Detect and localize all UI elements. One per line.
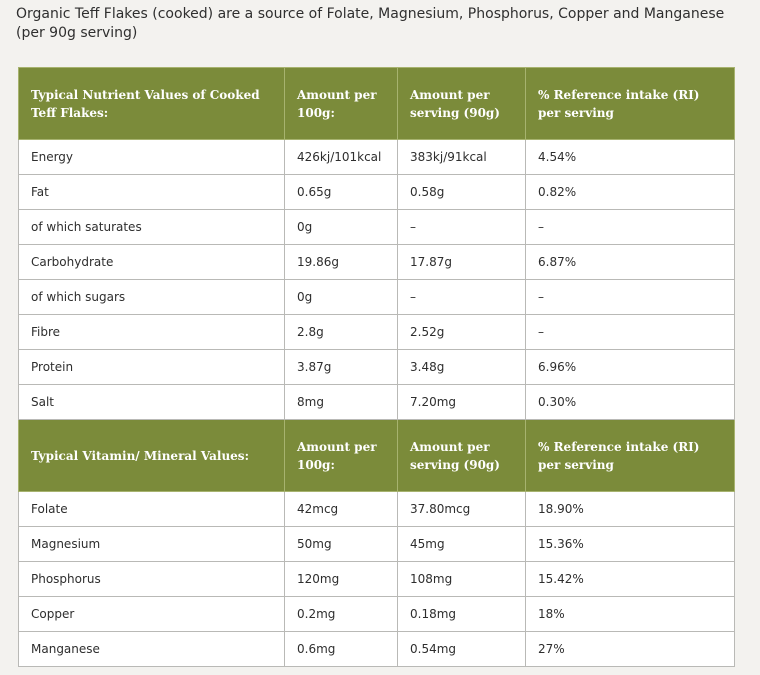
nutrient-header-per100: Amount per 100g: xyxy=(285,68,398,140)
table-row xyxy=(19,632,735,667)
cell-ri: 27% xyxy=(526,632,735,667)
cell-per100: 120mg xyxy=(285,562,398,597)
cell-serving: 7.20mg xyxy=(398,385,526,420)
cell-ri: 18.90% xyxy=(526,492,735,527)
cell-serving: 3.48g xyxy=(398,350,526,385)
cell-per100: 0g xyxy=(285,210,398,245)
cell-serving: 17.87g xyxy=(398,245,526,280)
table-row xyxy=(19,245,735,280)
cell-name: Energy xyxy=(19,140,285,175)
cell-serving: 2.52g xyxy=(398,315,526,350)
intro-line-2: (per 90g serving) xyxy=(16,25,138,41)
table-row xyxy=(19,597,735,632)
cell-per100: 19.86g xyxy=(285,245,398,280)
intro-line-1: Organic Teff Flakes (cooked) are a source of Folate, Magnesium, Phosphorus, Copper and Manganese xyxy=(16,6,725,22)
cell-per100: 50mg xyxy=(285,527,398,562)
cell-name: Magnesium xyxy=(19,527,285,562)
cell-per100: 0.6mg xyxy=(285,632,398,667)
table-row xyxy=(19,492,735,527)
table-row xyxy=(19,175,735,210)
cell-name: of which sugars xyxy=(19,280,285,315)
cell-ri: 4.54% xyxy=(526,140,735,175)
cell-ri: 6.96% xyxy=(526,350,735,385)
table-row xyxy=(19,527,735,562)
cell-name: Carbohydrate xyxy=(19,245,285,280)
cell-ri: 0.82% xyxy=(526,175,735,210)
cell-name: Copper xyxy=(19,597,285,632)
vitamin-header-row xyxy=(19,420,735,492)
cell-per100: 2.8g xyxy=(285,315,398,350)
intro-text xyxy=(16,5,746,43)
table-row xyxy=(19,385,735,420)
cell-serving: 0.58g xyxy=(398,175,526,210)
cell-name: Manganese xyxy=(19,632,285,667)
cell-per100: 0g xyxy=(285,280,398,315)
nutrient-header-ri: % Reference intake (RI) per serving xyxy=(526,68,735,140)
cell-per100: 0.65g xyxy=(285,175,398,210)
cell-name: Fibre xyxy=(19,315,285,350)
nutrient-header-row xyxy=(19,68,735,140)
nutrient-header-name: Typical Nutrient Values of Cooked Teff Flakes: xyxy=(19,68,285,140)
cell-per100: 426kj/101kcal xyxy=(285,140,398,175)
cell-ri: 0.30% xyxy=(526,385,735,420)
cell-serving: 37.80mcg xyxy=(398,492,526,527)
table-row xyxy=(19,315,735,350)
cell-serving: – xyxy=(398,280,526,315)
nutrition-table xyxy=(18,67,735,667)
nutrient-header-serving: Amount per serving (90g) xyxy=(398,68,526,140)
cell-name: Folate xyxy=(19,492,285,527)
cell-name: Phosphorus xyxy=(19,562,285,597)
table-row xyxy=(19,562,735,597)
cell-name: Protein xyxy=(19,350,285,385)
table-row xyxy=(19,210,735,245)
cell-name: Fat xyxy=(19,175,285,210)
cell-serving: 45mg xyxy=(398,527,526,562)
cell-ri: 15.42% xyxy=(526,562,735,597)
cell-ri: – xyxy=(526,280,735,315)
cell-serving: – xyxy=(398,210,526,245)
cell-per100: 0.2mg xyxy=(285,597,398,632)
cell-per100: 42mcg xyxy=(285,492,398,527)
cell-serving: 0.18mg xyxy=(398,597,526,632)
cell-ri: 6.87% xyxy=(526,245,735,280)
cell-ri: 15.36% xyxy=(526,527,735,562)
cell-ri: – xyxy=(526,210,735,245)
vitamin-header-name: Typical Vitamin/ Mineral Values: xyxy=(19,420,285,492)
cell-serving: 0.54mg xyxy=(398,632,526,667)
cell-ri: 18% xyxy=(526,597,735,632)
cell-serving: 108mg xyxy=(398,562,526,597)
cell-name: Salt xyxy=(19,385,285,420)
table-row xyxy=(19,280,735,315)
table-row xyxy=(19,140,735,175)
cell-per100: 3.87g xyxy=(285,350,398,385)
cell-per100: 8mg xyxy=(285,385,398,420)
cell-serving: 383kj/91kcal xyxy=(398,140,526,175)
table-row xyxy=(19,350,735,385)
cell-ri: – xyxy=(526,315,735,350)
vitamin-header-ri: % Reference intake (RI) per serving xyxy=(526,420,735,492)
vitamin-header-serving: Amount per serving (90g) xyxy=(398,420,526,492)
vitamin-header-per100: Amount per 100g: xyxy=(285,420,398,492)
cell-name: of which saturates xyxy=(19,210,285,245)
